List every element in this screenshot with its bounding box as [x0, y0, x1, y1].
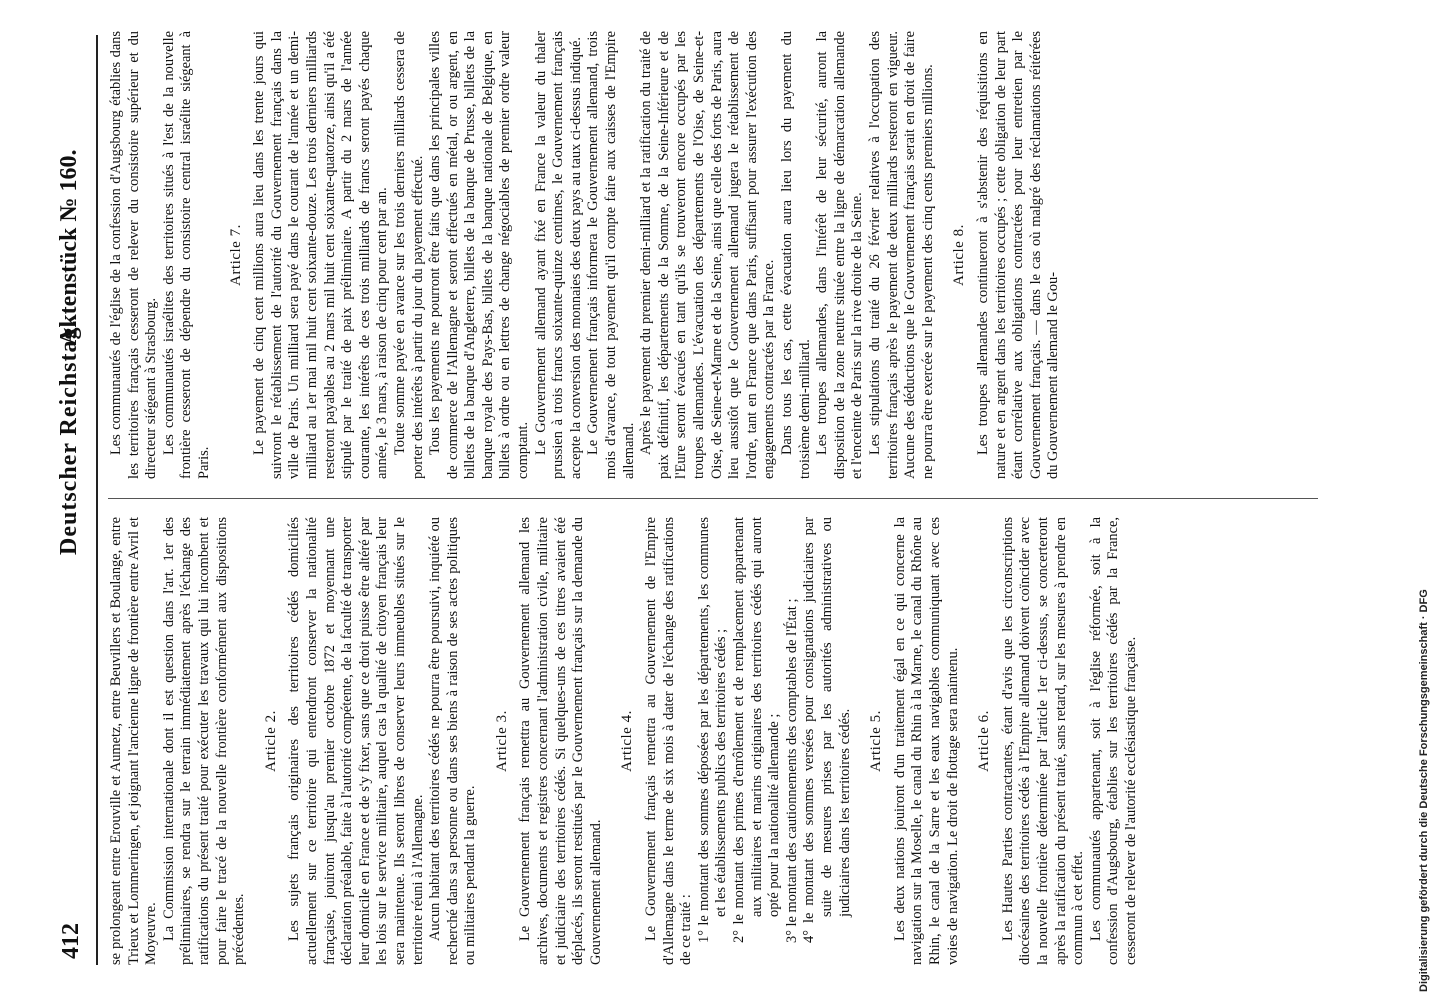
paragraph: Dans tous les cas, cette évacuation aura lieu lors du payement du troisième demi-milliard. — [778, 31, 813, 479]
paragraph: Le payement de cinq cent millions aura lieu dans les trente jours qui suivront le rétablissement de l'autorité du Gouvernement français dans la ville de Paris. Un milliard sera payé dans le courant de l'année et un demi-milliard au 1er mai mil huit cent soixante-douze. Les trois derniers milliards resteront payables au 2 mars mil huit cent soixante-quatorze, ainsi qu'il a été stipulé par le traité de paix préliminaire. A partir du 2 mars de l'année courante, les intérêts de ces trois milliards de francs seront payés chaque année, le 3 mars, à raison de cinq pour cent par an. — [251, 31, 391, 479]
running-title: Deutscher Reichstag. — [56, 319, 82, 555]
article-heading: Article 2. — [262, 710, 279, 772]
paragraph: Les troupes allemandes continueront à s'abstenir des réquisitions en nature et en argent dans les territoires occupés ; cette obligation de leur part étant corrélative aux obligations contractées pour leur entretien par le Gouvernement français. — dans le cas où malgré des réclamations réitérées du Gouvernement allemand le Gou- — [974, 31, 1062, 479]
attribution-text: Digitalisierung gefördert durch die Deutsche Forschungsgemeinschaft · DFG — [1418, 589, 1430, 992]
paragraph: Le Gouvernement français informera le Gouvernement allemand, trois mois d'avance, de tout payement qu'il compte faire aux caisses de l'Empire allemand. — [585, 31, 637, 479]
paragraph: Les stipulations du traité du 26 février relatives à l'occupation des territoires français après le payement de deux milliards resteront en vigueur. Aucune des déductions que le Gouvernement français serait en droit de faire ne pourra être exercée sur le payement des cinq cents premiers millions. — [866, 31, 936, 479]
article-heading: Article 6. — [976, 710, 993, 772]
paragraph: Le Gouvernement français remettra au Gouvernement allemand les archives, documents et registres concernant l'administration civile, militaire et judiciaire des territoires cédés. Si quelques-uns de ces titres avaient été déplacés, ils seront restitués par le Gouvernement français sur la demande du Gouvernement allemand. — [517, 517, 604, 965]
list-item: 1° le montant des sommes déposées par les départements, les communes et les établissements publics des territoires cédés ; — [695, 517, 730, 943]
paragraph: Toute somme payée en avance sur les trois derniers milliards cessera de porter des intérêts à partir du jour du payement effectué. — [391, 31, 426, 479]
article-heading: Article 4. — [619, 710, 636, 772]
article-heading: Article 5. — [868, 710, 885, 772]
list-item: 4° le montant des sommes versées pour consignations judiciaires par suite de mesures prises par les autorités administratives ou judiciaires dans les territoires cédés. — [801, 517, 853, 943]
rotated-page — [8, 31, 1338, 965]
paragraph: Tous les payements ne pourront être faits que dans les principales villes de commerce de l'Allemagne et seront effectués en métal, or ou argent, en billets de la banque d'Angleterre, billets de la banque de Prusse, billets de la banque royale des Pays-Bas, billets de la banque nationale de Belgique, en billets à ordre ou en lettres de change négociables de premier ordre valeur comptant. — [427, 31, 532, 479]
paragraph: Les communautés de l'église de la confession d'Augsbourg établies dans les territoires français cesseront de relever du consistoire supérieur et du directeur siégeant à Strasbourg. — [108, 31, 160, 479]
paragraph: Le Gouvernement français remettra au Gouvernement de l'Empire d'Allemagne dans le terme de six mois à dater de l'échange des ratifications de ce traité : — [643, 517, 695, 965]
paragraph: Les sujets français originaires des territoires cédés domiciliés actuellement sur ce territoire qui entendront conserver la nationalité française, jouiront jusqu'au premier octobre 1872 et moyennant une déclaration préalable, faite à l'autorité compétente, de la faculté de transporter leur domicile en France et de s'y fixer, sans que ce droit puisse être altéré par les lois sur le service militaire, auquel cas la qualité de citoyen français leur sera maintenue. Ils seront libres de conserver leurs immeubles situés sur le territoire réuni à l'Allemagne. — [286, 517, 426, 965]
paragraph: Aucun habitant des territoires cédés ne pourra être poursuivi, inquiété ou recherché dans sa personne ou dans ses biens à raison de ses actes politiques ou militaires pendant la guerre. — [427, 517, 479, 965]
article-heading: Article 8. — [951, 224, 968, 286]
paragraph: Après le payement du premier demi-milliard et la ratification du traité de paix définitif, les départements de la Somme, de la Seine-Inférieure et de l'Eure seront évacués en tant qu'ils se trouveront encore occupés par les troupes allemandes. L'évacuation des départements de l'Oise, de Seine-et-Oise, de Seine-et-Marne et de la Seine, ainsi que celle des forts de Paris, aura lieu aussitôt que le Gouvernement allemand jugera le rétablissement de l'ordre, tant en France que dans Paris, suffisant pour assurer l'exécution des engagements contractés par la France. — [638, 31, 778, 479]
column-divider — [108, 498, 1318, 499]
paragraph: La Commission internationale dont il est question dans l'art. 1er des préliminaires, se rendra sur le terrain immédiatement après l'échange des ratifications du présent traité pour exécuter les travaux qui lui incombent et pour faire le tracé de la nouvelle frontière conformément aux dispositions précédentes. — [160, 517, 248, 965]
digitization-attribution — [1418, 12, 1432, 992]
paragraph: Les Hautes Parties contractantes, étant d'avis que les circonscriptions diocésaines des territoires cédés à l'Empire allemand doivent coïncider avec la nouvelle frontière déterminée par l'article 1er ci-dessus, se concerteront après la ratification du présent traité, sans retard, sur les mesures à prendre en commun à cet effet. — [999, 517, 1087, 965]
paragraph: se prolongeant entre Erouville et Aumetz, entre Beuvillers et Boulange, entre Trieux et Lommeringen, et joignant l'ancienne ligne de frontière entre Avril et Moyeuvre. — [108, 517, 160, 965]
paragraph: Les deux nations jouiront d'un traitement égal en ce qui concerne la navigation sur la Moselle, le canal du Rhin à la Marne, le canal du Rhône au Rhin, le canal de la Sarre et les eaux navigables communiquant avec ces voies de navigation. Le droit de flottage sera maintenu. — [891, 517, 961, 965]
paragraph: Les troupes allemandes, dans l'intérêt de leur sécurité, auront la disposition de la zone neutre située entre la ligne de démarcation allemande et l'enceinte de Paris sur la rive droite de la Seine. — [814, 31, 866, 479]
paragraph: Les communautés appartenant, soit à l'église réformée, soit à la confession d'Augsbourg, établies sur les territoires cédés par la France, cesseront de relever de l'autorité ecclésiastique française. — [1087, 517, 1139, 965]
left-column — [108, 517, 1140, 965]
issue-number: Aktenstück № 160. — [56, 149, 82, 345]
right-column — [108, 31, 1063, 479]
list-item: 3° le montant des cautionnements des comptables de l'État ; — [783, 598, 800, 943]
page-number: 412 — [58, 923, 84, 959]
paragraph: Les communautés israélites des territoires situés à l'est de la nouvelle frontière cesseront de dépendre du consistoire central israélite siégeant à Paris. — [160, 31, 212, 479]
list-item: 2° le montant des primes d'enrôlement et de remplacement appartenant aux militaires et marins originaires des territoires cédés qui auront opté pour la nationalité allemande ; — [731, 517, 783, 943]
header-rule — [96, 35, 98, 965]
paragraph: Le Gouvernement allemand ayant fixé en France la valeur du thaler prussien à trois francs soixante-quinze centimes, le Gouvernement français accepte la conversion des monnaies des deux pays au taux ci-dessus indiqué. — [532, 31, 584, 479]
page-header — [52, 35, 96, 965]
article-heading: Article 7. — [227, 224, 244, 286]
article-heading: Article 3. — [493, 710, 510, 772]
